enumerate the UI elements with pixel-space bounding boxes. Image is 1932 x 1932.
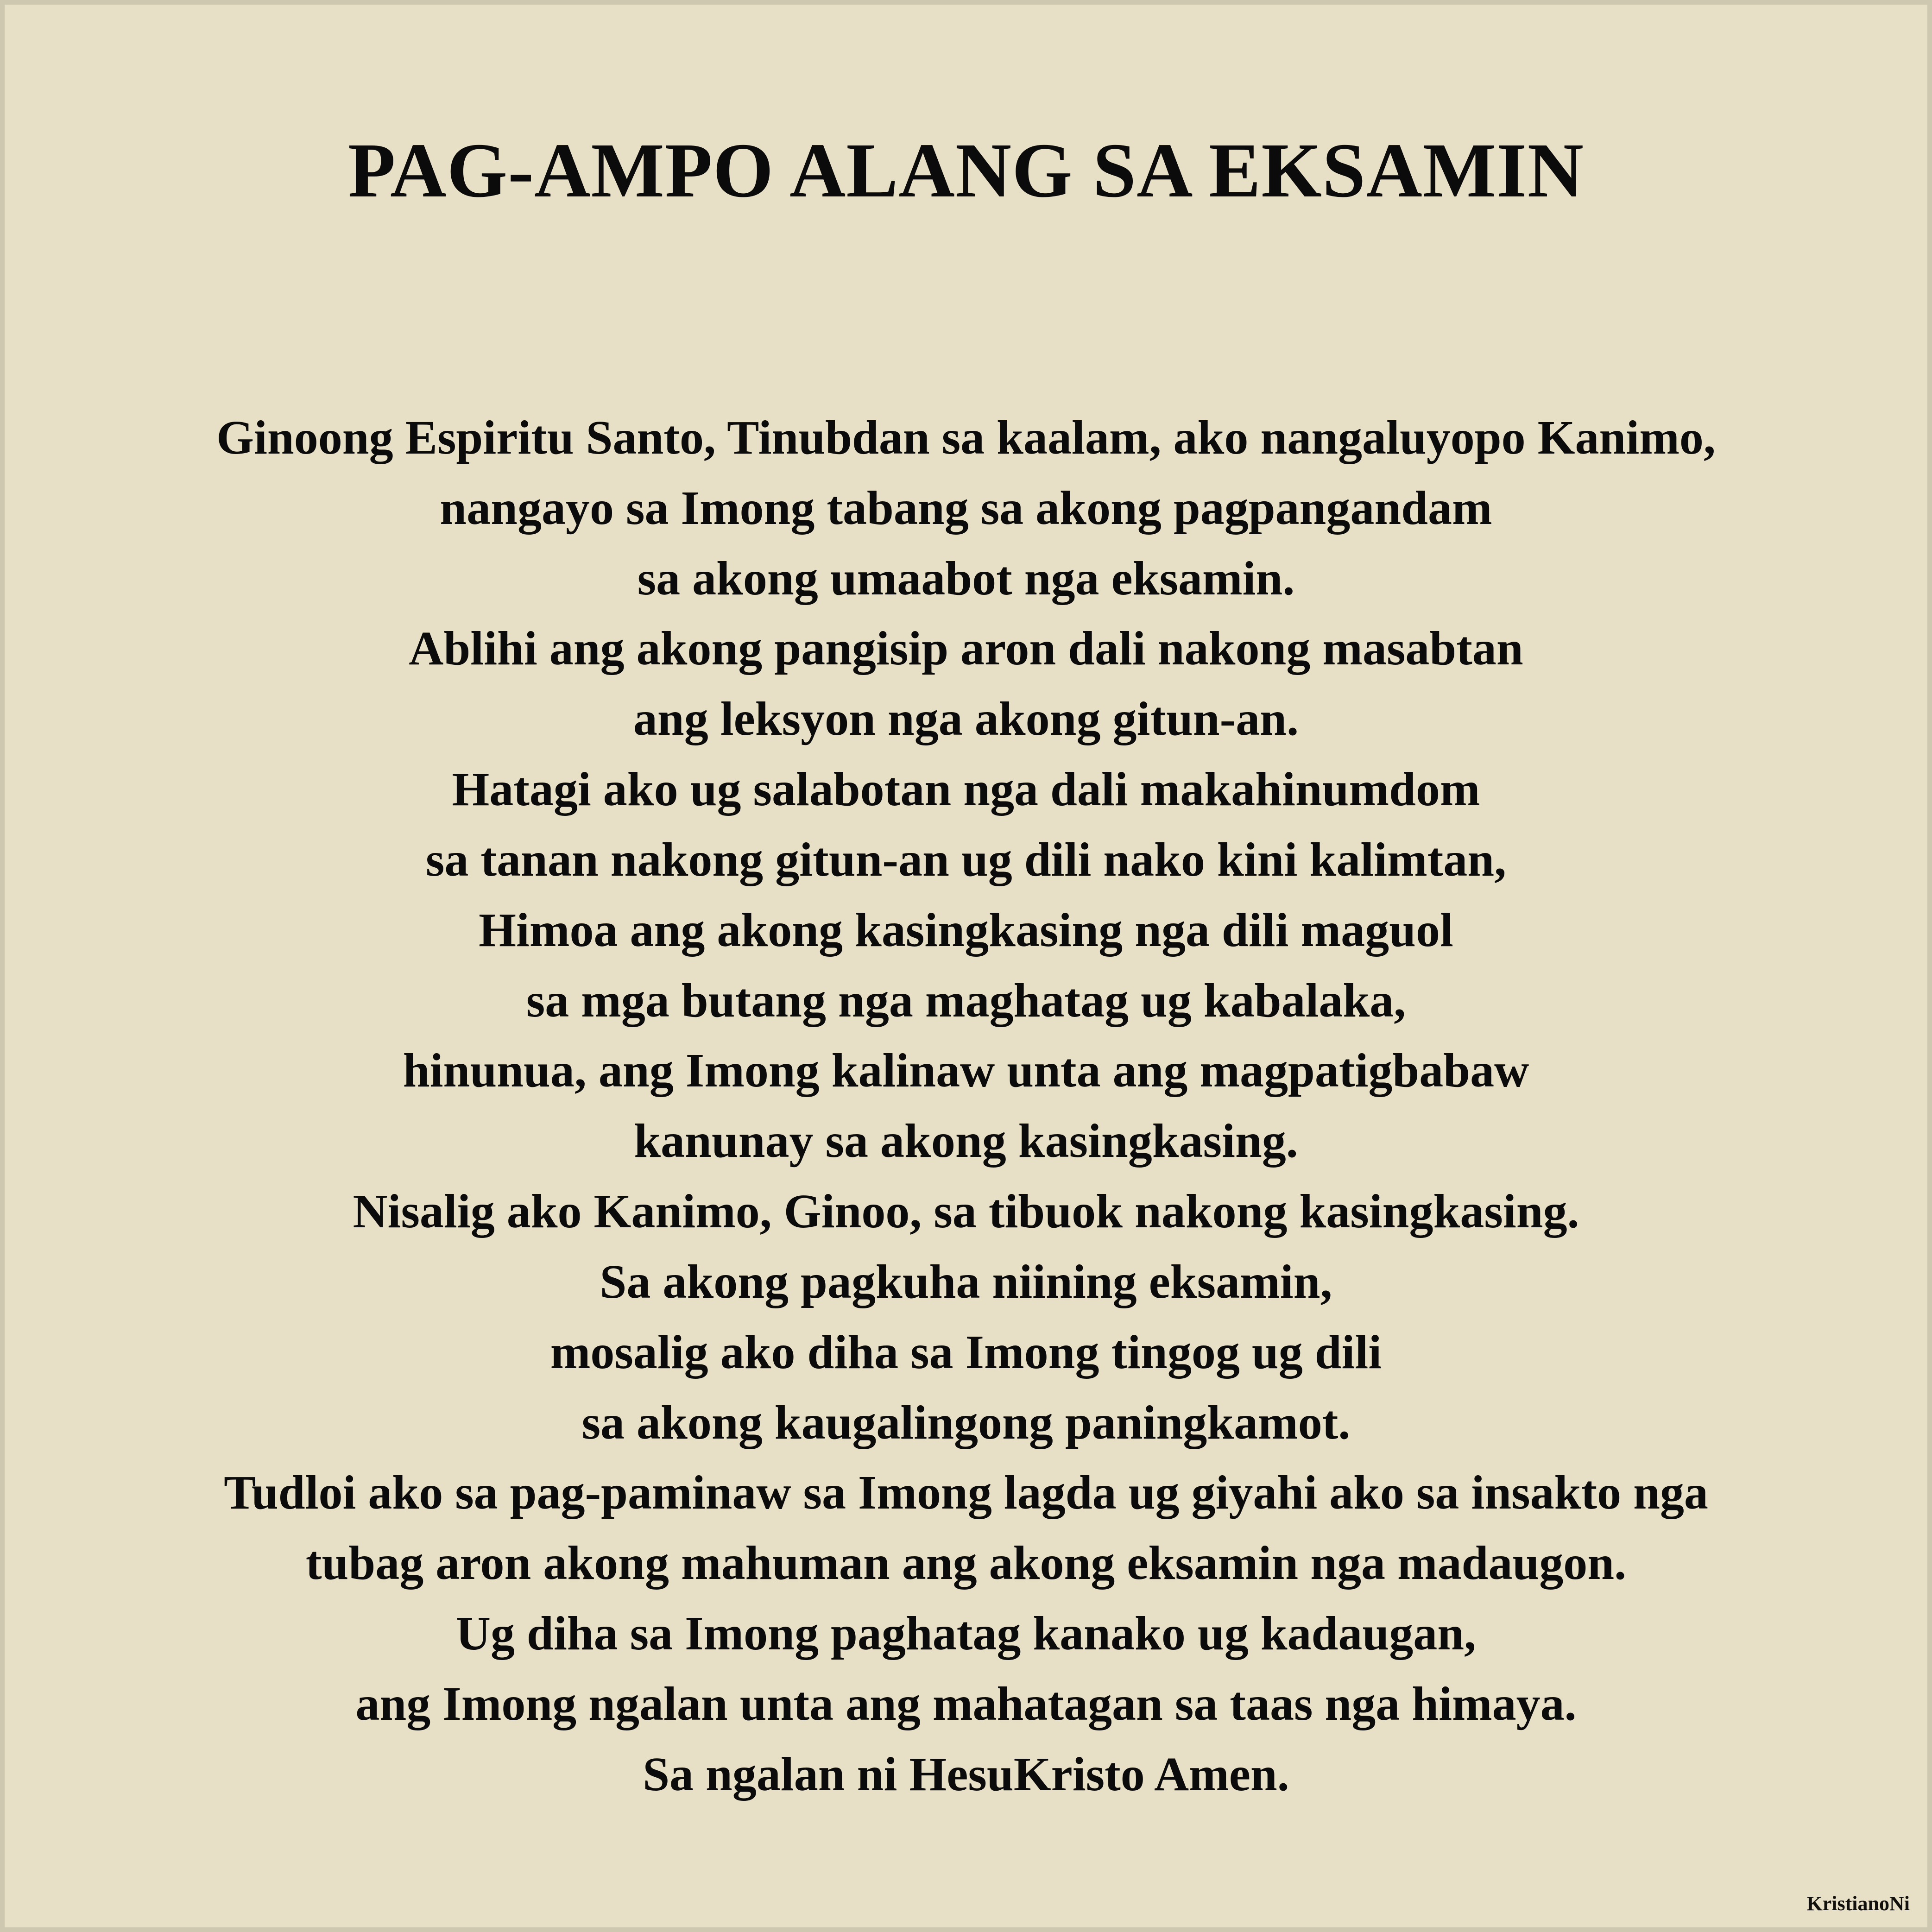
prayer-line: ang leksyon nga akong gitun-an.	[633, 692, 1299, 746]
prayer-text	[63, 403, 1869, 1810]
prayer-line: Himoa ang akong kasingkasing nga dili maguol	[479, 903, 1453, 957]
prayer-line: sa akong kaugalingong paningkamot.	[581, 1395, 1351, 1449]
prayer-line: kanunay sa akong kasingkasing.	[634, 1114, 1298, 1168]
prayer-line: sa mga butang nga maghatag ug kabalaka,	[526, 973, 1406, 1027]
prayer-line: Sa ngalan ni HesuKristo Amen.	[643, 1747, 1289, 1801]
prayer-line: sa akong umaabot nga eksamin.	[637, 551, 1295, 605]
prayer-line: Nisalig ako Kanimo, Ginoo, sa tibuok nakong kasingkasing.	[353, 1185, 1579, 1238]
prayer-line: ang Imong ngalan unta ang mahatagan sa taas nga himaya.	[355, 1677, 1577, 1730]
prayer-line: hinunua, ang Imong kalinaw unta ang magpatigbabaw	[403, 1044, 1529, 1098]
prayer-line: Sa akong pagkuha niining eksamin,	[600, 1255, 1332, 1308]
prayer-line: Hatagi ako ug salabotan nga dali makahinumdom	[452, 763, 1480, 816]
prayer-line: mosalig ako diha sa Imong tingog ug dili	[550, 1325, 1382, 1379]
watermark: KristianoNi	[1806, 1892, 1910, 1915]
prayer-line: tubag aron akong mahuman ang akong eksamin nga madaugon.	[305, 1536, 1627, 1590]
page-title: PAG-AMPO ALANG SA EKSAMIN	[348, 127, 1584, 214]
prayer-line: Ug diha sa Imong paghatag kanako ug kadaugan,	[455, 1607, 1477, 1661]
prayer-line: sa tanan nakong gitun-an ug dili nako kini kalimtan,	[425, 833, 1507, 886]
prayer-line: Tudloi ako sa pag-paminaw sa Imong lagda ug giyahi ako sa insakto nga	[224, 1466, 1708, 1520]
prayer-line: nangayo sa Imong tabang sa akong pagpangandam	[440, 481, 1492, 535]
prayer-line: Ginoong Espiritu Santo, Tinubdan sa kaalam, ako nangaluyopo Kanimo,	[216, 410, 1716, 464]
prayer-line: Ablihi ang akong pangisip aron dali nakong masabtan	[409, 622, 1523, 676]
